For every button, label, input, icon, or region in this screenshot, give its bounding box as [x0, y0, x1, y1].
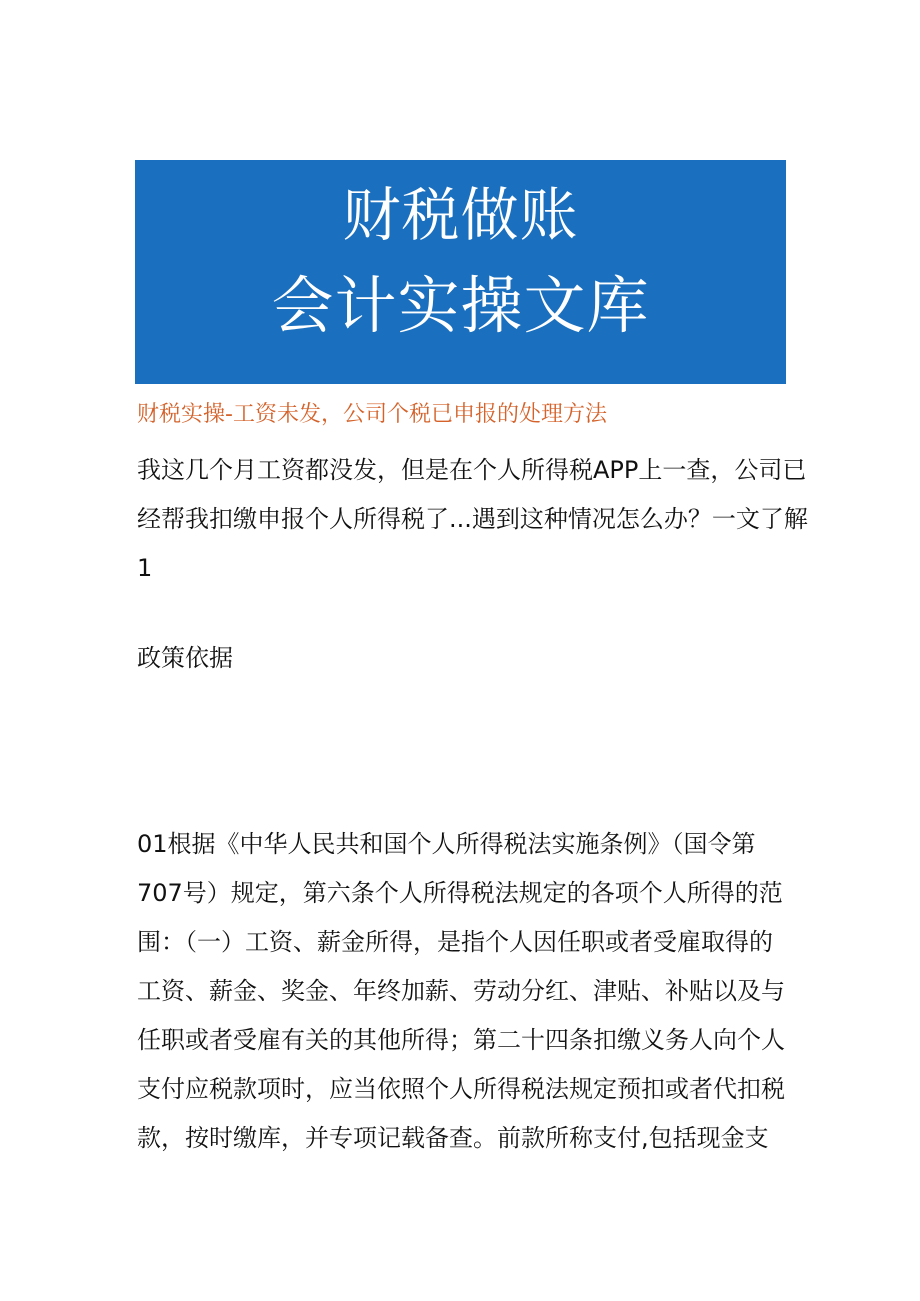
- intro-paragraph: [137, 446, 808, 593]
- banner-title-line2: 会计实操文库: [271, 269, 650, 342]
- section-heading-policy-basis: 政策依据: [137, 644, 233, 672]
- paragraph-line: 01根据《中华人民共和国个人所得税法实施条例》（国令第: [137, 830, 756, 858]
- intro-line: 我这几个月工资都没发，但是在个人所得税APP上一查，公司已: [137, 456, 807, 484]
- banner-title-line1: 财税做账: [342, 181, 579, 249]
- header-banner: [135, 160, 786, 384]
- paragraph-line: 支付应税款项时，应当依照个人所得税法规定预扣或者代扣税: [137, 1075, 785, 1103]
- article-title: 财税实操-工资未发，公司个税已申报的处理方法: [137, 402, 607, 427]
- paragraph-line: 围：（一）工资、薪金所得，是指个人因任职或者受雇取得的: [137, 928, 773, 956]
- intro-line: 1: [137, 554, 153, 582]
- intro-line: 经帮我扣缴申报个人所得税了...遇到这种情况怎么办？一文了解: [137, 505, 808, 533]
- paragraph-line: 任职或者受雇有关的其他所得；第二十四条扣缴义务人向个人: [137, 1026, 785, 1054]
- policy-paragraph: [137, 820, 787, 1163]
- paragraph-line: 工资、薪金、奖金、年终加薪、劳动分红、津贴、补贴以及与: [137, 977, 785, 1005]
- paragraph-line: 707号）规定，第六条个人所得税法规定的各项个人所得的范: [137, 879, 783, 907]
- paragraph-line: 款，按时缴库，并专项记载备查。前款所称支付,包括现金支: [137, 1124, 769, 1152]
